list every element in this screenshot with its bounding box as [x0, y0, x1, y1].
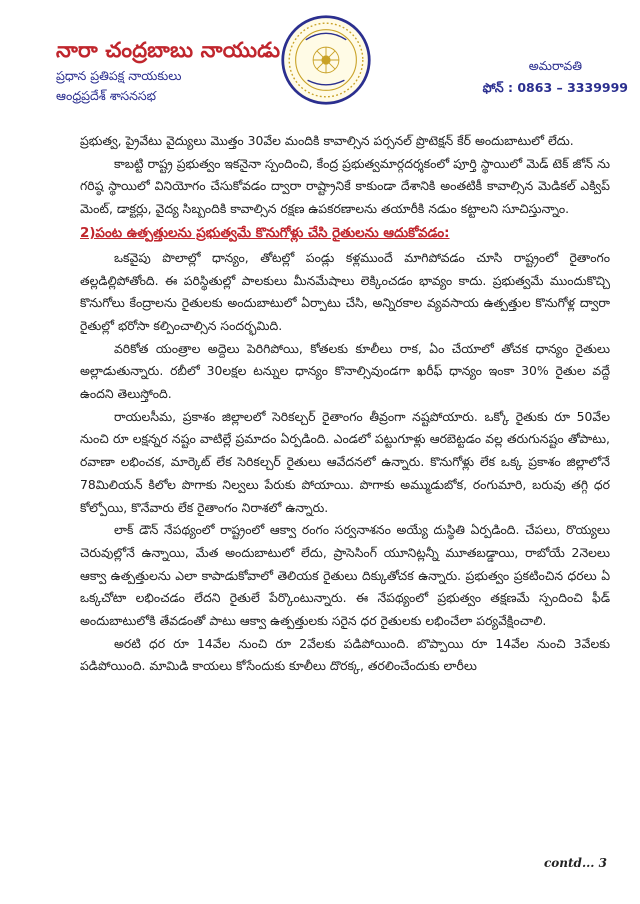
letterhead-name: నారా చంద్రబాబు నాయుడు [56, 38, 281, 62]
paragraph: ప్రభుత్వ, ప్రైవేటు వైద్యులు మొత్తం 30వేల మందికి కావాల్సిన పర్సనల్ ప్రొటెక్షన్ కేర్ అందుబాటులో లేదు. [80, 133, 574, 148]
paragraph: ఒకవైపు పొలాల్లో ధాన్యం, తోటల్లో పండ్లు కళ్లముందే మాగిపోవడం చూసి రాష్ట్రంలో రైతాంగం తల్లడిల్లిపోతోంది. ఈ పరిస్థితుల్లో పాలకులు మీనమేషాలు లెక్కించడం భావ్యం కాదు. ప్రభుత్వమే ముందుకొచ్చి కొనుగోలు కేంద్రాలను రైతులకు అందుబాటులో ఏర్పాటు చేసి, అన్నిరకాల వ్యవసాయ ఉత్పత్తుల కొనుగోళ్ల ద్వారా రైతుల్లో భరోసా కల్పించాల్సిన సందర్భమిది. [80, 249, 610, 333]
letterhead [0, 0, 640, 122]
letterhead-title: ప్రధాన ప్రతిపక్ష నాయకులు [56, 68, 182, 83]
paragraph: వరికోత యంత్రాల అద్దెలు పెరిగిపోయి, కోతలకు కూలీలు రాక, ఏం చేయాలో తోచక ధాన్యం రైతులు అల్లాడుతున్నారు. రబీలో 30లక్షల టన్నుల ధాన్యం కొనాల్సివుండగా ఖరీఫ్ ధాన్యం ఇంకా 30% రైతుల వద్దే ఉందని తెలుస్తోంది. [80, 340, 610, 402]
paragraph: లాక్ డౌన్ నేపథ్యంలో రాష్ట్రంలో ఆక్వా రంగం సర్వనాశనం అయ్యే దుస్థితి ఏర్పడింది. చేపలు, రొయ్యలు చెరువుల్లోనే ఉన్నాయి, మేత అందుబాటులో లేదు, ప్రాసెసింగ్ యూనిట్లన్నీ మూతబడ్డాయి, రాబోయే 2నెలలు ఆక్వా ఉత్పత్తులను ఎలా కాపాడుకోవాలో తెలియక రైతులు దిక్కుతోచక ఉన్నారు. ప్రభుత్వం ప్రకటించిన ధరలు ఏ ఒక్కచోటా లభించడం లేదని రైతులే పేర్కొంటున్నారు. ఈ నేపథ్యంలో ప్రభుత్వం తక్షణమే స్పందించి ఫీడ్ అందుబాటులోకి తేవడంతో పాటు ఆక్వా ఉత్పత్తులకు సరైన ధర రైతులకు లభించేలా పర్యవేక్షించాలి. [80, 522, 610, 629]
paragraph: కాబట్టి రాష్ట్ర ప్రభుత్వం ఇకనైనా స్పందించి, కేంద్ర ప్రభుత్వమార్గదర్శకంలో పూర్తి స్థాయిలో మెడ్ టెక్ జోన్ ను గరిష్ఠ స్థాయిలో వినియోగం చేసుకోవడం ద్వారా రాష్ట్రానికే కాకుండా దేశానికి అంతటికీ కావాల్సిన మెడికల్ ఎక్విప్ మెంట్, డాక్టర్లు, వైద్య సిబ్బందికి కావాల్సిన రక్షణ ఉపకరణాలను తయారీకి నడుం కట్టాలని సూచిస్తున్నాం. [80, 155, 610, 217]
letterhead-assembly: ఆంధ్రప్రదేశ్ శాసనసభ [56, 88, 157, 103]
letterhead-phone: ఫోన్ : 0863 – 3339999 [482, 80, 628, 95]
continued-marker: contd... 3 [543, 856, 607, 870]
letterhead-city: అమరావతి [528, 58, 582, 73]
section-heading: 2)పంట ఉత్పత్తులను ప్రభుత్వమే కొనుగోళ్లు చేసి రైతులను ఆదుకోవడం: [80, 225, 450, 241]
paragraph: అరటి ధర రూ 14వేల నుంచి రూ 2వేలకు పడిపోయింది. బొప్పాయి రూ 14వేల నుంచి 3వేలకు పడిపోయింది. మామిడి కాయలు కోసేందుకు కూలీలు దొరక్క, తరలించేందుకు లారీలు [80, 635, 610, 674]
state-emblem-icon [280, 14, 372, 106]
paragraph: రాయలసీమ, ప్రకాశం జిల్లాలలో సెరికల్చర్ రైతాంగం తీవ్రంగా నష్టపోయారు. ఒక్కో రైతుకు రూ 50వేల నుంచి రూ లక్షన్నర నష్టం వాటిల్లే ప్రమాదం ఏర్పడింది. ఎండలో పట్టుగూళ్లు ఆరబెట్టడం వల్ల తరుగునష్టం తోపాటు, రవాణా లభించక, మార్కెట్ లేక సెరికల్చర్ రైతులు ఆవేదనలో ఉన్నారు. కొనుగోళ్లు లేక ఒక్క ప్రకాశం జిల్లాలోనే 78మిలియన్ కిలోల పొగాకు నిల్వలు పేరుకు పోయాయి. పొగాకు అమ్ముడుబోక, రంగుమారి, బరువు తగ్గి ధర కోల్పోయి, కొనేవారు లేక రైతాంగం నిరాశలో ఉన్నారు. [80, 408, 610, 515]
document-body [80, 130, 610, 678]
